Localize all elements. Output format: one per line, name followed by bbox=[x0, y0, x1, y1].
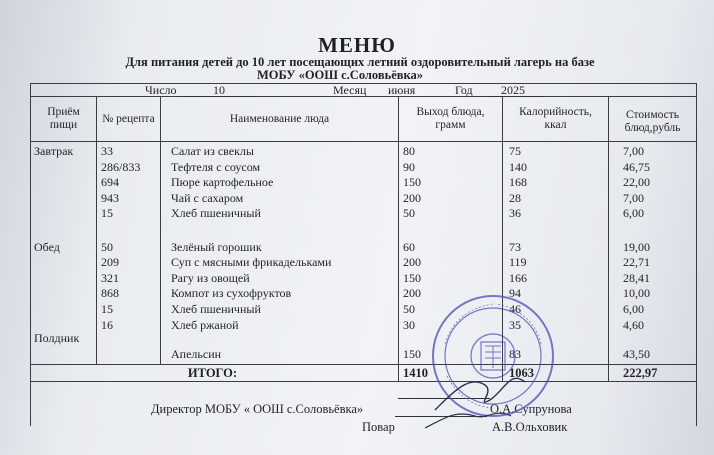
cell-kcal: 46 bbox=[509, 301, 521, 316]
header-recipe: № рецепта bbox=[97, 97, 161, 142]
cell-name: Зелёный горошик bbox=[171, 239, 262, 254]
cell-yield: 200 bbox=[403, 255, 421, 270]
cell-recipe: 868 bbox=[101, 286, 119, 301]
cell-recipe: 286/833 bbox=[101, 159, 141, 174]
recipe-column bbox=[97, 142, 161, 365]
cell-recipe: 943 bbox=[101, 190, 119, 205]
cell-name: Хлеб пшеничный bbox=[171, 301, 261, 316]
cell-cost: 28,41 bbox=[623, 270, 650, 285]
cell-yield: 150 bbox=[403, 270, 421, 285]
day-label: Число bbox=[145, 83, 177, 97]
month-label: Месяц bbox=[333, 83, 367, 97]
cell-kcal: 35 bbox=[509, 317, 521, 332]
cell-name: Суп с мясными фрикадельками bbox=[171, 255, 332, 270]
meal-column bbox=[31, 142, 97, 365]
cell-recipe bbox=[101, 347, 156, 363]
total-yield: 1410 bbox=[399, 365, 503, 382]
subtitle-line-1: Для питания детей до 10 лет посещающих летний оздоровительный лагерь на базе bbox=[125, 55, 595, 69]
cell-recipe: 209 bbox=[101, 255, 119, 270]
menu-table bbox=[30, 83, 697, 426]
cell-yield: 80 bbox=[403, 144, 415, 158]
cell-name: Апельсин bbox=[171, 346, 222, 361]
cell-kcal: 168 bbox=[509, 175, 527, 190]
table-body bbox=[31, 142, 697, 365]
cell-name: Тефтеля с соусом bbox=[171, 159, 261, 174]
cell-cost: 7,00 bbox=[623, 190, 644, 205]
total-label: ИТОГО: bbox=[31, 365, 399, 382]
cell-kcal: 83 bbox=[509, 346, 521, 361]
cell-recipe: 16 bbox=[101, 317, 113, 332]
cell-name: Компот из сухофруктов bbox=[171, 286, 292, 301]
date-row bbox=[31, 84, 697, 97]
table-header bbox=[31, 97, 697, 142]
cell-cost: 4,60 bbox=[623, 317, 644, 332]
subtitle-line-2: МОБУ «ООШ с.Соловьёвка» bbox=[256, 68, 424, 82]
cell-cost: 6,00 bbox=[623, 301, 644, 316]
cell-kcal: 140 bbox=[509, 159, 527, 174]
cell-recipe: 50 bbox=[101, 239, 113, 254]
cell-cost: 6,00 bbox=[623, 206, 644, 221]
total-row bbox=[31, 365, 697, 382]
month-value: июня bbox=[388, 83, 416, 97]
cell-yield: 90 bbox=[403, 159, 415, 174]
header-meal: Приём пищи bbox=[31, 97, 97, 142]
header-yield: Выход блюда, грамм bbox=[399, 97, 503, 142]
cell-yield: 50 bbox=[403, 206, 415, 221]
official-stamp bbox=[415, 290, 565, 430]
header-calories: Калорийность, ккал bbox=[503, 97, 609, 142]
cell-yield: 30 bbox=[403, 317, 415, 332]
cell-cost: 19,00 bbox=[623, 239, 650, 254]
name-column bbox=[161, 142, 399, 365]
cost-column bbox=[609, 142, 697, 365]
cell-name: Пюре картофельное bbox=[171, 175, 274, 190]
year-value: 2025 bbox=[501, 83, 525, 97]
cell-kcal: 166 bbox=[509, 270, 527, 285]
cell-cost: 7,00 bbox=[623, 144, 644, 158]
cell-kcal: 28 bbox=[509, 190, 521, 205]
cell-recipe: 694 bbox=[101, 175, 119, 190]
total-cost: 222,97 bbox=[609, 365, 697, 382]
director-name: О.А.Супрунова bbox=[490, 402, 572, 416]
cell-cost: 22,00 bbox=[623, 175, 650, 190]
cell-kcal: 119 bbox=[509, 255, 527, 270]
cell-name: Хлеб пшеничный bbox=[171, 206, 261, 221]
cell-cost: 22,71 bbox=[623, 255, 650, 270]
cook-name: А.В.Ольховик bbox=[492, 420, 568, 434]
cell-name: Салат из свеклы bbox=[171, 144, 254, 158]
cell-yield: 60 bbox=[403, 239, 415, 254]
year-label: Год bbox=[455, 83, 473, 97]
cell-yield: 150 bbox=[403, 175, 421, 190]
cell-kcal: 94 bbox=[509, 286, 521, 301]
cell-yield: 200 bbox=[403, 190, 421, 205]
page-title: МЕНЮ bbox=[318, 33, 396, 57]
cell-cost: 46,75 bbox=[623, 159, 650, 174]
cell-recipe: 321 bbox=[101, 270, 119, 285]
cell-cost: 10,00 bbox=[623, 286, 650, 301]
cell-name: Чай с сахаром bbox=[171, 190, 244, 205]
meal-snack: Полдник bbox=[34, 331, 80, 346]
header-name: Наименование люда bbox=[161, 97, 399, 142]
cell-yield: 150 bbox=[403, 346, 421, 361]
cell-name: Хлеб ржаной bbox=[171, 317, 239, 332]
cell-recipe: 15 bbox=[101, 206, 113, 221]
cell-kcal: 73 bbox=[509, 239, 521, 254]
meal-lunch: Обед bbox=[34, 239, 60, 254]
cell-recipe: 15 bbox=[101, 301, 113, 316]
director-label: Директор МОБУ « ООШ с.Соловьёвка» bbox=[151, 402, 364, 416]
cell-kcal: 36 bbox=[509, 206, 521, 221]
cell-recipe: 33 bbox=[101, 144, 113, 158]
cell-cost: 43,50 bbox=[623, 346, 650, 361]
page-subtitle bbox=[60, 56, 660, 82]
total-calories: 1063 bbox=[503, 365, 609, 382]
meal-breakfast: Завтрак bbox=[34, 144, 74, 158]
cell-kcal: 75 bbox=[509, 144, 521, 158]
cell-yield: 50 bbox=[403, 301, 415, 316]
header-cost: Стоимость блюд,рубль bbox=[609, 97, 697, 142]
cell-name: Рагу из овощей bbox=[171, 270, 250, 285]
cell-yield: 200 bbox=[403, 286, 421, 301]
day-value: 10 bbox=[213, 83, 225, 97]
cook-label: Повар bbox=[362, 420, 395, 434]
